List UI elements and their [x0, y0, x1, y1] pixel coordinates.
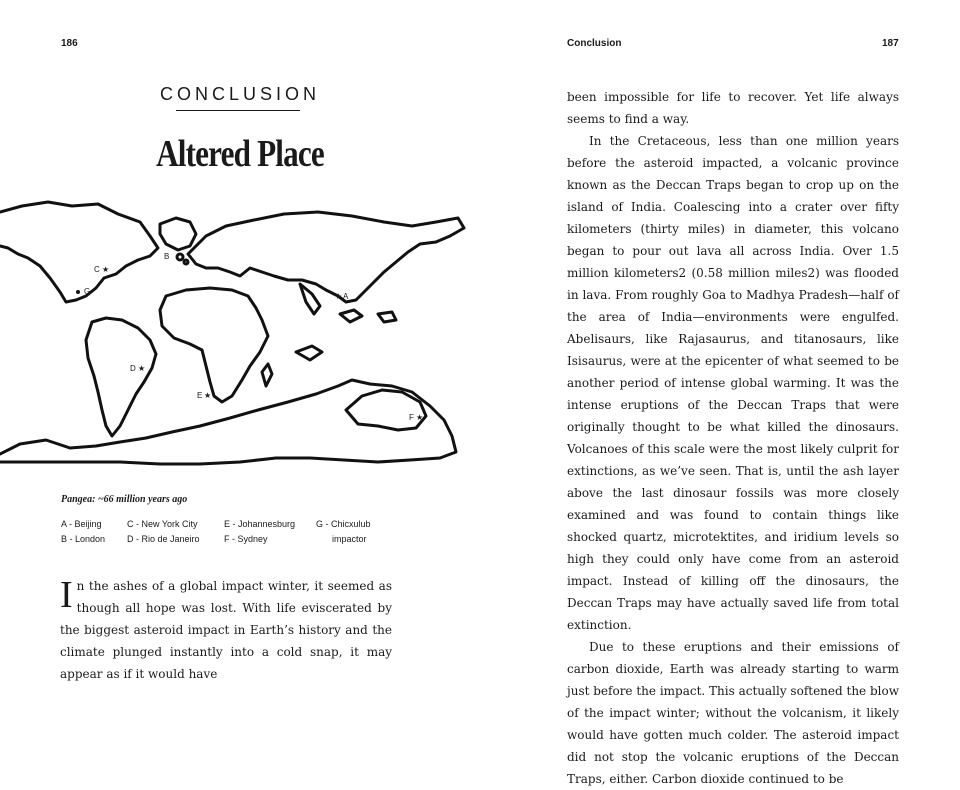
- drop-cap: I: [60, 574, 73, 616]
- legend-item: F - Sydney: [224, 534, 268, 544]
- map-label-f: F: [409, 413, 414, 422]
- right-page: [480, 0, 960, 786]
- legend-col-2: [127, 517, 200, 547]
- map-label-e: E: [197, 391, 203, 400]
- map-label-a: A: [343, 292, 349, 301]
- body-text-left: [60, 575, 392, 685]
- page-number-left: 186: [61, 38, 78, 49]
- map-label-d: D: [130, 364, 136, 373]
- svg-text:★: ★: [416, 413, 424, 422]
- opening-paragraph: n the ashes of a global impact winter, it seemed as though all hope was lost. With life eviscerated by the biggest asteroid impact in Earth’s history and the climate plunged instantly into a cold snap, it may appear as if it would have: [60, 579, 392, 681]
- paragraph: Due to these eruptions and their emissions of carbon dioxide, Earth was already starting to warm just before the impact. This actually softened the blow of the impact winter; without the volcanism, it likely would have gotten much colder. The asteroid impact did not stop the volcanic eruptions of the Deccan Traps, either. Carbon dioxide continued to be: [567, 640, 899, 786]
- landmass-antarctica: [0, 380, 456, 464]
- left-page: [0, 0, 480, 742]
- paragraph: In the Cretaceous, less than one million years before the asteroid impacted, a volcanic province known as the Deccan Traps began to crop up on the island of India. Coalescing into a crater over fifty kilometers (thirty miles) in diameter, this volcano began to pour out lava all across India. Over 1.5 million kilometers2 (0.58 million miles2) was flooded in lava. From roughly Goa to Madhya Pradesh—half of the area of India—environments were engulfed. Abelisaurs, like Rajasaurus, and titanosaurs, like Isisaurus, were at the epicenter of what seemed to be another period of intense global warming. It was the intense eruptions of the Deccan Traps that were originally thought to be what killed the dinosaurs. Volcanoes of this scale were the most likely culprit for extinctions, as we’ve seen. That is, until the ash layer above the last dinosaur fossils was more closely examined and was found to contain things like shocked quartz, microtektites, and iridium levels so high they could only have come from an asteroid impact. Instead of killing off the dinosaurs, the Deccan Traps may have actually saved life from total extinction.: [567, 134, 899, 632]
- svg-text:★: ★: [102, 265, 110, 274]
- landmass-islands-3: [378, 312, 396, 322]
- legend-col-3: [224, 517, 295, 547]
- legend-item: G - Chicxulub: [316, 519, 371, 529]
- legend-col-4: [316, 517, 371, 547]
- body-text-right: [567, 86, 899, 790]
- chapter-title: Altered Place: [156, 133, 324, 175]
- chapter-label: CONCLUSION: [159, 84, 320, 104]
- map-caption: Pangea: ~66 million years ago: [61, 494, 188, 505]
- legend-item: A - Beijing: [61, 519, 102, 529]
- landmass-madagascar: [262, 364, 272, 386]
- landmass-islands-1: [340, 310, 362, 322]
- svg-text:★: ★: [138, 364, 146, 373]
- svg-text:★: ★: [204, 391, 212, 400]
- legend-item: E - Johannesburg: [224, 519, 296, 529]
- title-rule: [176, 110, 300, 111]
- legend-item: impactor: [332, 534, 367, 544]
- landmass-islands-2: [296, 346, 322, 360]
- landmass-south-america: [86, 318, 156, 436]
- svg-text:★: ★: [335, 292, 343, 301]
- legend-item: C - New York City: [127, 519, 198, 529]
- paragraph: been impossible for life to recover. Yet life always seems to find a way.: [567, 90, 899, 126]
- landmass-south-asia: [300, 284, 320, 314]
- page-number-right: 187: [882, 38, 899, 49]
- landmass-north-america: [0, 202, 158, 302]
- map-label-b: B: [164, 252, 170, 261]
- legend-item: D - Rio de Janeiro: [127, 534, 200, 544]
- landmass-australia: [346, 390, 426, 430]
- landmass-greenland: [160, 218, 196, 250]
- running-head: Conclusion: [567, 38, 622, 49]
- map-label-g: G: [84, 287, 91, 296]
- legend-col-1: [61, 517, 105, 547]
- legend-item: B - London: [61, 534, 106, 544]
- landmass-africa: [160, 288, 268, 402]
- map-label-c: C: [94, 265, 100, 274]
- pangea-map: [0, 196, 470, 476]
